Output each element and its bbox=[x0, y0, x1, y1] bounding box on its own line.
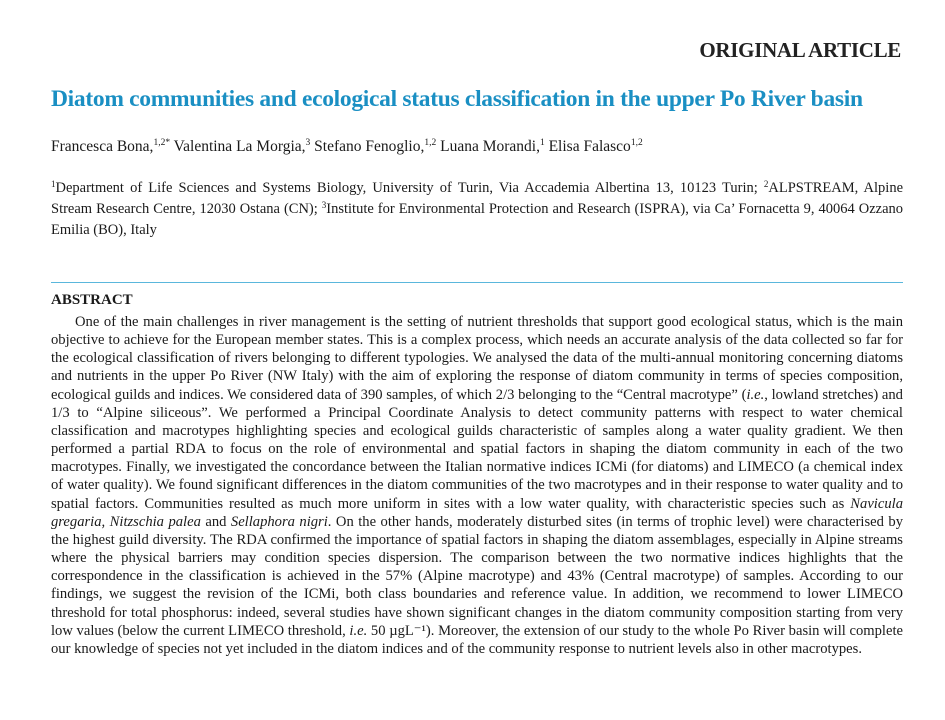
author-affiliation-marker: 1,2 bbox=[630, 138, 643, 148]
author-name: Francesca Bona, bbox=[51, 138, 154, 155]
author-name: Valentina La Morgia, bbox=[170, 138, 306, 155]
author-name: Luana Morandi, bbox=[436, 138, 540, 155]
affiliation-text: ALPSTREAM, Alpine Stream Research Centre, 12030 Ostana (CN); bbox=[51, 180, 904, 217]
abstract-species-name: Navicula gregaria, Nitzschia palea bbox=[51, 495, 903, 530]
abstract-text: One of the main challenges in river management is the setting of nutrient thresholds that support good ecological status, which is the main objective to achieve for the European member states. This is a complex process, which needs an accurate analysis of the data collected so far for the ecological classification of rivers belonging to different typologies. We analysed the data of the multi-annual monitoring concerning diatoms and nutrients in the upper Po River (NW Italy) with the aim of exploring the response of diatom community in terms of species composition, ecological guilds and indices. We considered data of 390 samples, of which 2/3 belonging to the “Central macrotype” ( bbox=[51, 314, 903, 403]
abstract-italic-ie: i.e. bbox=[349, 622, 368, 639]
abstract-text: 50 µgL⁻¹). Moreover, the extension of our study to the whole Po River basin will complete our knowledge of species not yet included in the diatom indices and of the community response to nutrient levels also in other macrotypes. bbox=[51, 622, 903, 657]
article-title: Diatom communities and ecological status classification in the upper Po River basin bbox=[51, 86, 863, 112]
abstract-text: . On the other hands, moderately disturbed sites (in terms of trophic level) were characterised by the highest guild diversity. The RDA confirmed the importance of spatial factors in shaping the diatom assemblages, especially in Alpine streams where the physical barriers may condition species dispersion. The comparison between the two normative indices highlights that the correspondence in the classification is achieved in the 57% (Alpine macrotype) and 43% (Central macrotype) of samples. According to our findings, we suggest the revision of the ICMi, both class boundaries and reference value. In addition, we recommend to lower LIMECO threshold for total phosphorus: indeed, several studies have shown significant changes in the diatom community composition starting from very low values (below the current LIMECO threshold, bbox=[51, 513, 903, 639]
author-affiliation-marker: 1,2* bbox=[153, 138, 171, 148]
section-divider bbox=[51, 282, 903, 283]
abstract-text: and bbox=[200, 513, 231, 530]
author-affiliation-marker: 1 bbox=[539, 138, 545, 148]
author-name: Elisa Falasco bbox=[544, 138, 631, 155]
affiliation-marker: 3 bbox=[321, 200, 327, 210]
affiliation-text: Institute for Environmental Protection and Research (ISPRA), via Ca’ Fornacetta 9, 40064 Ozzano Emilia (BO), Italy bbox=[51, 201, 904, 238]
author-affiliation-marker: 1,2 bbox=[424, 138, 437, 148]
abstract-body bbox=[51, 313, 903, 658]
abstract-text: , lowland stretches) and 1/3 to “Alpine siliceous”. We performed a Principal Coordinate Analysis to detect community patterns with respect to water chemical classification and macrotypes highlighting species and ecological guilds characteristic of samples along a water quality gradient. We then performed a partial RDA to focus on the role of environmental and spatial factors in shaping the diatom community in each of the two macrotypes. Finally, we investigated the concordance between the Italian normative indices ICMi (for diatoms) and LIMECO (a chemical index of water quality). We found significant differences in the diatom communities of the two macrotypes and in their response to water quality and to spatial factors. Communities resulted as much more uniform in sites with a low water quality, with characteristic species such as bbox=[51, 386, 903, 512]
abstract-heading: ABSTRACT bbox=[51, 292, 133, 308]
author-affiliation-marker: 3 bbox=[305, 138, 311, 148]
affiliation-marker: 1 bbox=[51, 179, 56, 189]
abstract-italic-ie: i.e. bbox=[746, 386, 765, 403]
abstract-species-name: Sellaphora nigri bbox=[230, 513, 328, 530]
author-list bbox=[51, 138, 921, 156]
affiliation-marker: 2 bbox=[763, 179, 769, 189]
affiliations bbox=[51, 178, 903, 241]
affiliation-text: Department of Life Sciences and Systems Biology, University of Turin, Via Accademia Albertina 13, 10123 Turin; bbox=[55, 180, 764, 196]
author-name: Stefano Fenoglio, bbox=[310, 138, 425, 155]
article-type-label: ORIGINAL ARTICLE bbox=[699, 38, 901, 62]
